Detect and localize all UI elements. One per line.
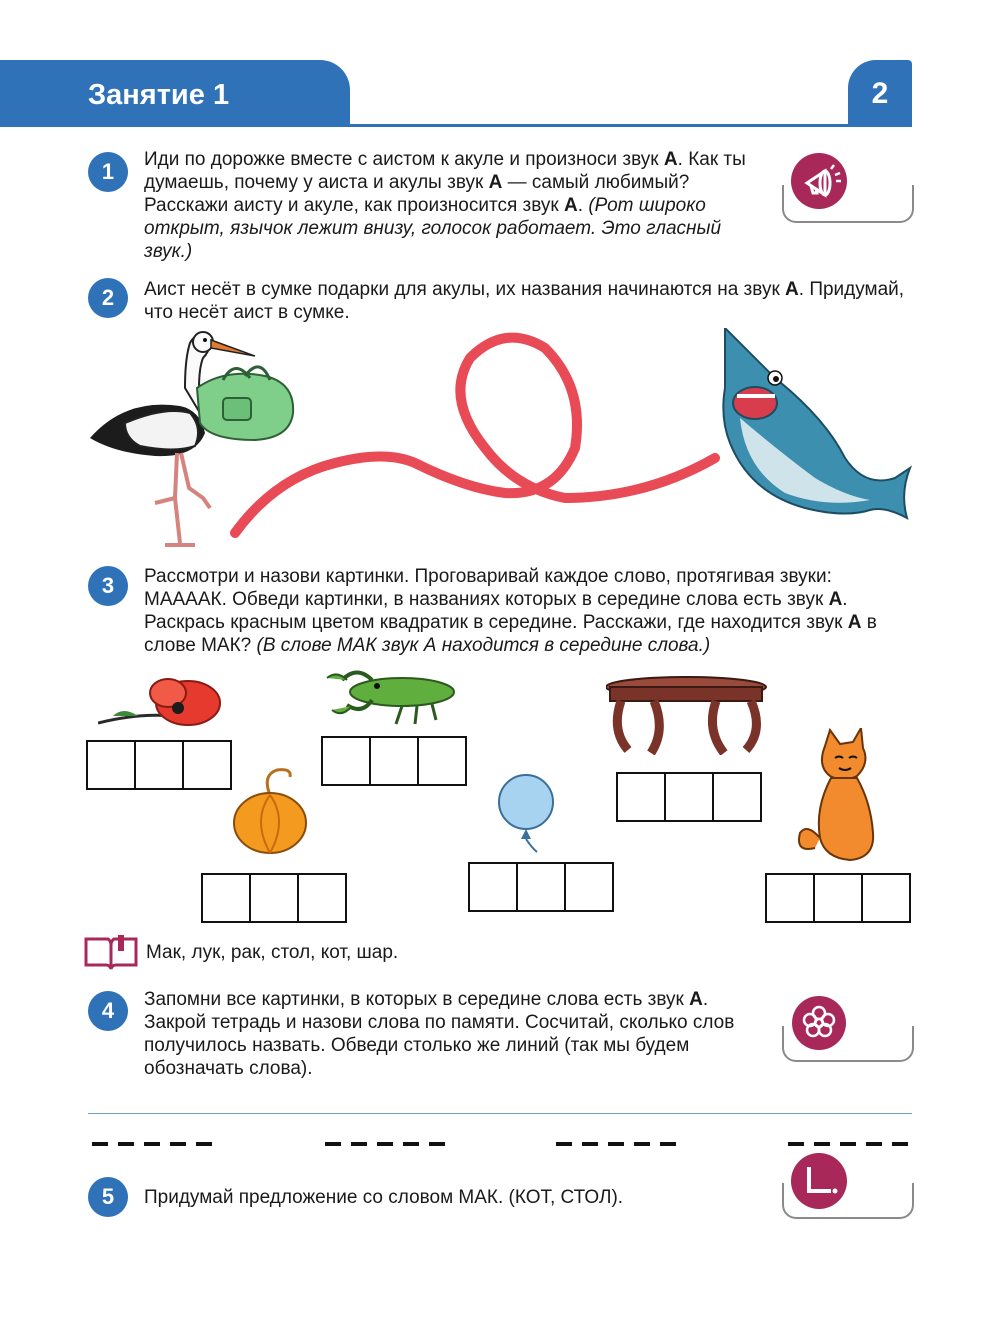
word-dash[interactable] <box>118 1142 134 1146</box>
letter-boxes-poppy[interactable] <box>86 740 232 790</box>
page-number: 2 <box>871 77 889 110</box>
task-text-run: А <box>828 589 843 610</box>
task-2-number: 2 <box>88 278 128 318</box>
letter-box[interactable] <box>564 862 614 912</box>
word-dash[interactable] <box>144 1142 160 1146</box>
task-text-run: Запомни все картинки, в которых в середине слова есть звук <box>144 989 690 1010</box>
letter-boxes-table[interactable] <box>616 772 762 822</box>
task-1-text <box>144 148 759 263</box>
letter-box[interactable] <box>861 873 911 923</box>
letter-box[interactable] <box>201 873 251 923</box>
letter-box[interactable] <box>297 873 347 923</box>
letter-boxes-onion[interactable] <box>201 873 347 923</box>
task-text-run: Иди по дорожке вместе с аистом к акуле и произноси звук <box>144 149 664 170</box>
task-2-text <box>144 278 914 324</box>
word-dash[interactable] <box>429 1142 445 1146</box>
balloon-picture <box>497 770 555 858</box>
letter-box[interactable] <box>369 736 419 786</box>
separator-line <box>88 1113 912 1114</box>
task-text-run: . Как ты думаешь, почему у аиста и акулы звук <box>144 149 746 193</box>
task-text-run: (Рот широко открыт, язычок лежит внизу, голосок работает. Это гласный звук.) <box>144 195 722 262</box>
flower-icon <box>792 996 846 1050</box>
page-title: Занятие 1 <box>88 79 230 111</box>
letter-box[interactable] <box>417 736 467 786</box>
letter-box[interactable] <box>712 772 762 822</box>
task-2-illustration <box>85 328 915 558</box>
task-text-run: в слове МАК? <box>144 612 877 656</box>
letter-boxes-crayfish[interactable] <box>321 736 467 786</box>
task-text-run: — самый любимый? Расскажи аисту и акуле, как произносится звук <box>144 172 690 216</box>
letter-box[interactable] <box>616 772 666 822</box>
task-text-run: Придумай предложение со словом МАК. (КОТ, СТОЛ). <box>144 1187 624 1208</box>
speaker-icon <box>791 153 847 209</box>
task-text-run: А <box>488 172 503 193</box>
book-icon <box>84 935 138 971</box>
word-dash[interactable] <box>582 1142 598 1146</box>
red-path <box>235 338 715 533</box>
letter-box[interactable] <box>813 873 863 923</box>
letter-box[interactable] <box>86 740 136 790</box>
task-4-text <box>144 988 759 1080</box>
word-dash[interactable] <box>788 1142 804 1146</box>
task-text-run: (В слове МАК звук А находится в середине слова.) <box>256 635 711 656</box>
letter-box[interactable] <box>664 772 714 822</box>
poppy-picture <box>98 668 228 728</box>
letter-box[interactable] <box>468 862 518 912</box>
word-dash[interactable] <box>325 1142 341 1146</box>
word-dash[interactable] <box>634 1142 650 1146</box>
table-picture <box>606 675 768 755</box>
letter-boxes-cat[interactable] <box>765 873 911 923</box>
pencil-icon <box>791 1153 847 1209</box>
task-text-run: Рассмотри и назови картинки. Проговаривай каждое слово, протягивая звуки: МАААAК. Обведи картинки, в названиях которых в середине слова есть звук <box>144 566 832 610</box>
task-5-number: 5 <box>88 1177 128 1217</box>
task-text-run: А <box>847 612 862 633</box>
word-dash[interactable] <box>840 1142 856 1146</box>
task-text-run: . Закрой тетрадь и назови слова по памяти. Сосчитай, сколько слов получилось назвать. Обведи столько же линий (так мы будем обозначать слова). <box>144 989 735 1079</box>
word-dash[interactable] <box>556 1142 572 1146</box>
letter-box[interactable] <box>134 740 184 790</box>
task-5-text <box>144 1186 759 1209</box>
task-text-run: Аист несёт в сумке подарки для акулы, их названия начинаются на звук <box>144 279 786 300</box>
word-dash[interactable] <box>608 1142 624 1146</box>
letter-box[interactable] <box>182 740 232 790</box>
word-dash[interactable] <box>377 1142 393 1146</box>
word-dash[interactable] <box>92 1142 108 1146</box>
crayfish-picture <box>322 660 462 728</box>
cat-picture <box>795 728 885 864</box>
word-dash[interactable] <box>814 1142 830 1146</box>
task-text-run: А <box>663 149 678 170</box>
word-dash[interactable] <box>170 1142 186 1146</box>
task-3-text <box>144 565 914 657</box>
word-dash[interactable] <box>351 1142 367 1146</box>
stork-picture <box>90 332 293 545</box>
word-dash[interactable] <box>660 1142 676 1146</box>
task-text-run: А <box>564 195 578 216</box>
task-text-run: . Раскрась красным цветом квадратик в середине. Расскажи, где находится звук <box>144 589 848 633</box>
task-text-run: А <box>689 989 703 1010</box>
task-text-run: . Придумай, что несёт аист в сумке. <box>144 279 905 323</box>
task-text-run: . <box>577 195 589 216</box>
task-4-number: 4 <box>88 991 128 1031</box>
letter-box[interactable] <box>249 873 299 923</box>
word-dash[interactable] <box>403 1142 419 1146</box>
task-3-number: 3 <box>88 566 128 606</box>
answer-words: Мак, лук, рак, стол, кот, шар. <box>146 942 399 963</box>
task-1-number: 1 <box>88 152 128 192</box>
word-dash[interactable] <box>196 1142 212 1146</box>
letter-boxes-balloon[interactable] <box>468 862 614 912</box>
task-text-run: А <box>785 279 799 300</box>
onion-picture <box>232 765 310 855</box>
letter-box[interactable] <box>765 873 815 923</box>
word-dash[interactable] <box>892 1142 908 1146</box>
shark-picture <box>723 328 910 518</box>
letter-box[interactable] <box>516 862 566 912</box>
word-dash[interactable] <box>866 1142 882 1146</box>
header-rule <box>0 124 912 127</box>
letter-box[interactable] <box>321 736 371 786</box>
